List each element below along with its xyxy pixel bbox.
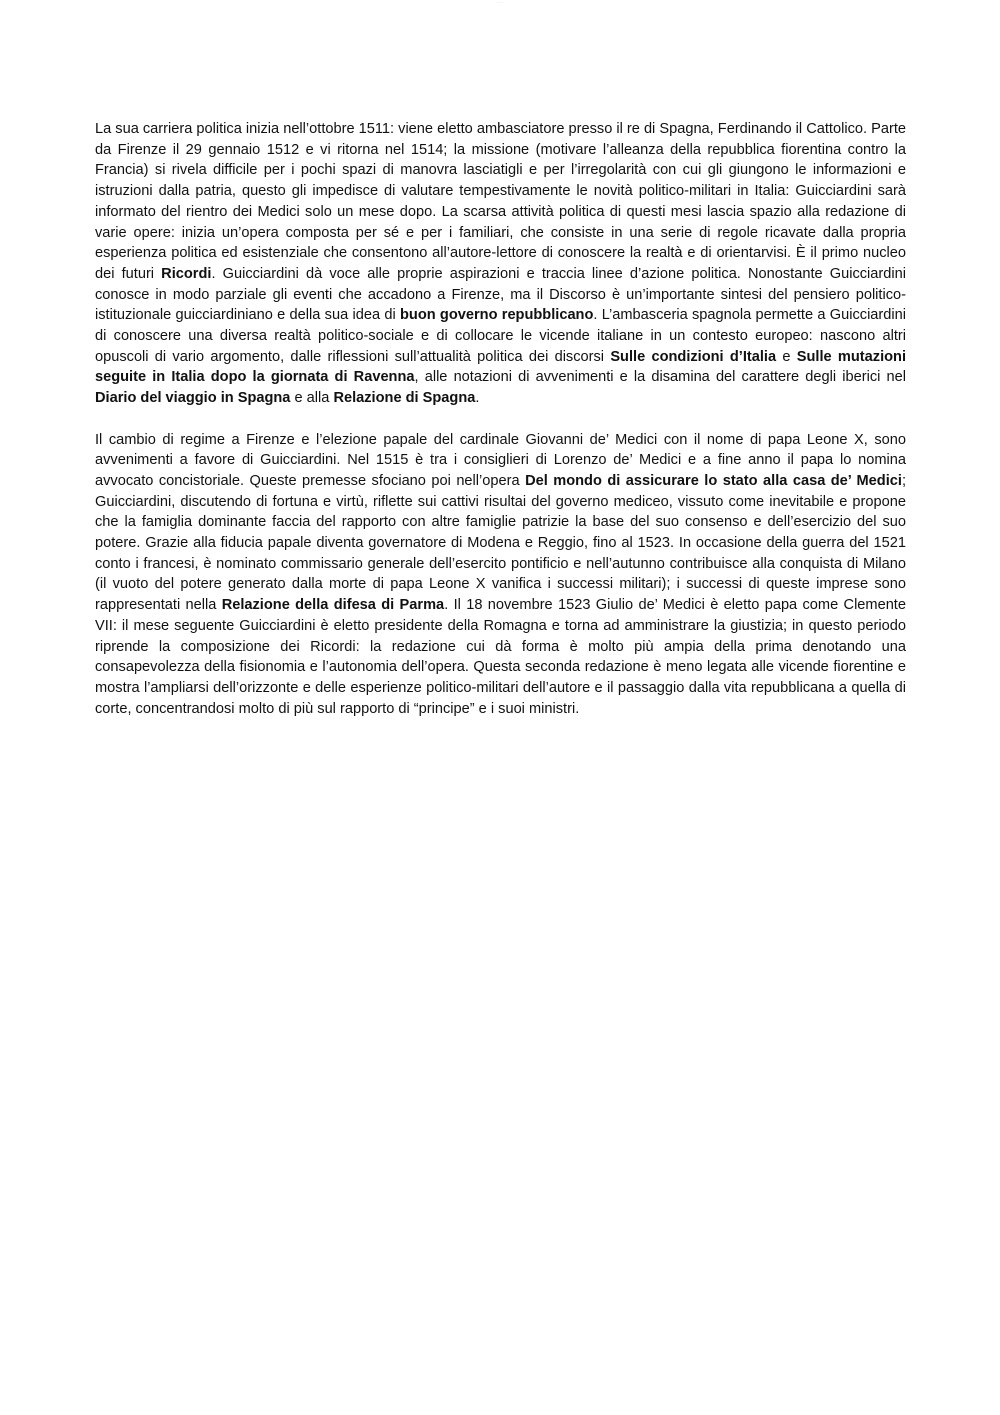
body-text: La sua carriera politica inizia nell’ottobre 1511: viene eletto ambasciatore presso il re di Spagna, Ferdinando il Cattolico. Parte da Firenze il 29 gennaio 1512 e vi ritorna nel 1514; la missione (motivare l’alleanza della repubblica fiorentina contro la Francia) si rivela difficile per i pochi spazi di manovra lasciatigli e per l’irregolarità con cui gli giungono le informazioni e istruzioni dalla patria, questo gli impedisce di valutare tempestivamente le novità politico-militari in Italia: Guicciardini sarà informato del rientro dei Medici solo un mese dopo. La scarsa attività politica di questi mesi lascia spazio alla redazione di varie opere: inizia un’opera composta per sé e per i familiari, che consiste in una serie di regole ricavate dalla propria esperienza politica ed esistenziale che consentono all’autore-lettore di conoscere la realtà e di orientarvisi. È il primo nucleo dei futuri xyxy=(95,121,906,282)
bold-title-text: Relazione della difesa di Parma xyxy=(221,597,445,614)
header-mark: ........ xyxy=(496,0,504,4)
paragraph xyxy=(95,430,906,720)
body-text: . Guicciardini dà voce alle proprie aspirazioni e traccia linee d’azione politica. Nonostante Guicciardini conosce in modo parziale gli eventi che accadono a Firenze, ma il Discorso è un’importante sintesi del pensiero politico-istituzionale guicciardiniano e della sua idea di xyxy=(95,265,906,324)
body-text: ; Guicciardini, discutendo di fortuna e virtù, riflette sui cattivi risultai del governo mediceo, vissuto come inevitabile e propone che la famiglia dominante faccia del rapporto con altre famiglie patrizie la base del suo consenso e dell’esercizio del suo potere. Grazie alla fiducia papale diventa governatore di Modena e Reggio, fino al 1523. In occasione della guerra del 1521 conto i francesi, è nominato commissario generale dell’esercito pontificio e nell’autunno contribuisce alla conquista di Milano (il vuoto del potere generato dalla morte di papa Leone X vanifica i successi militari); i successi di queste imprese sono rappresentati nella xyxy=(95,472,906,614)
body-text: e xyxy=(776,348,797,365)
body-text: . xyxy=(475,390,480,407)
paragraph xyxy=(95,119,906,409)
body-text: . Il 18 novembre 1523 Giulio de’ Medici è eletto papa come Clemente VII: il mese seguente Guicciardini è eletto presidente della Romagna e torna ad amministrare la giustizia; in questo periodo riprende la composizione dei Ricordi: la redazione cui dà forma è molto più ampia della prima denotando una consapevolezza della fisionomia e l’autonomia dell’opera. Questa seconda redazione è meno legata alle vicende fiorentine e mostra l’ampliarsi dell’orizzonte e delle esperienze politico-militari dell’autore e il passaggio dalla vita repubblicana a quella di corte, concentrandosi molto di più sul rapporto di “principe” e i suoi ministri. xyxy=(95,597,906,717)
body-text: e alla xyxy=(290,390,334,407)
body-text: Il cambio di regime a Firenze e l’elezione papale del cardinale Giovanni de’ Medici con il nome di papa Leone X, sono avvenimenti a favore di Guicciardini. Nel 1515 è tra i consiglieri di Lorenzo de’ Medici e a fine anno il papa lo nomina avvocato concistoriale. Queste premesse sfociano poi nell’opera xyxy=(95,431,906,489)
body-text: . L’ambasceria spagnola permette a Guicciardini di conoscere una diversa realtà politico-sociale e di collocare le vicende italiane in un contesto europeo: nascono altri opuscoli di vario argomento, dalle riflessioni sull’attualità politica dei discorsi xyxy=(95,307,907,365)
document-body xyxy=(95,119,906,719)
bold-title-text: Sulle mutazioni seguite in Italia dopo la giornata di Ravenna xyxy=(95,348,907,386)
bold-title-text: Relazione di Spagna xyxy=(333,390,476,407)
body-text: , alle notazioni di avvenimenti e la disamina del carattere degli iberici nel xyxy=(414,369,906,386)
bold-title-text: buon governo repubblicano xyxy=(399,307,594,324)
bold-title-text: Sulle condizioni d’Italia xyxy=(610,348,777,365)
bold-title-text: Ricordi xyxy=(161,265,212,282)
bold-title-text: Diario del viaggio in Spagna xyxy=(95,390,291,407)
bold-title-text: Del mondo di assicurare lo stato alla casa de’ Medici xyxy=(525,472,902,489)
